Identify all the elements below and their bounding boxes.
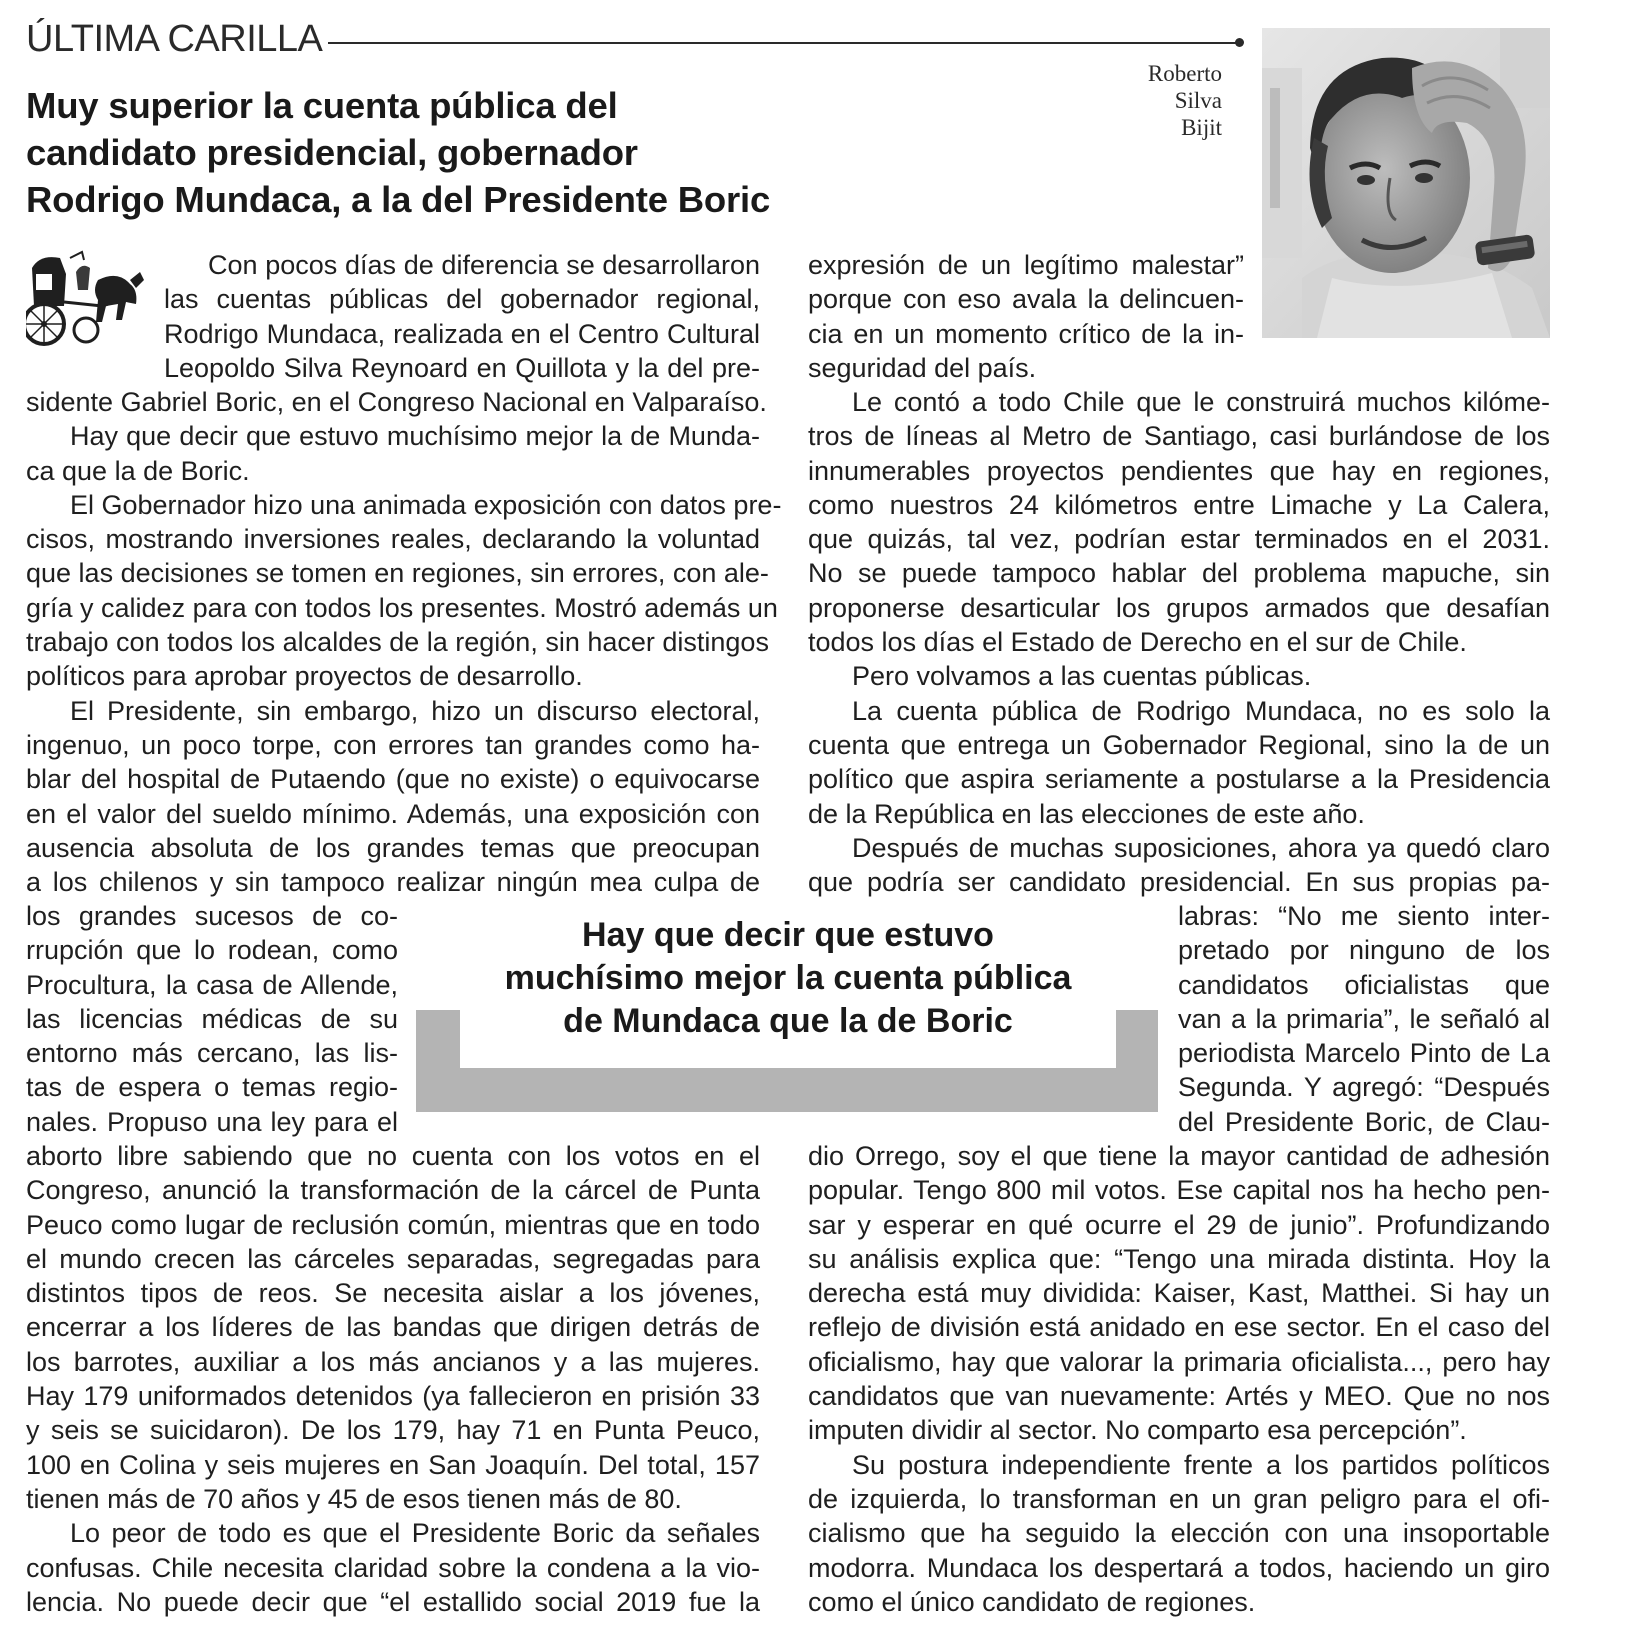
body-line: trabajo con todos los alcaldes de la región, sin hacer distingos (26, 627, 769, 658)
body-line: el mundo crecen las cárceles separadas, segregadas para (26, 1243, 760, 1274)
body-line: El Presidente, sin embargo, hizo un discurso electoral, (70, 695, 760, 726)
body-line: como el único candidato de regiones. (808, 1586, 1256, 1617)
body-line: político que aspira seriamente a postularse a la Presidencia (808, 764, 1550, 795)
body-line: periodista Marcelo Pinto de La (1178, 1038, 1550, 1069)
body-line: Procultura, la casa de Allende, (26, 969, 398, 1000)
body-line: Leopoldo Silva Reynoard en Quillota y la del pre- (164, 352, 760, 383)
body-line: porque con eso avala la delincuen- (808, 284, 1244, 315)
body-line: y seis se suicidaron). De los 179, hay 71 en Punta Peuco, (26, 1415, 760, 1446)
body-line: aborto libre sabiendo que no cuenta con los votos en el (26, 1141, 760, 1171)
pull-quote-line: Hay que decir que estuvo (582, 916, 994, 954)
body-line: pretado por ninguno de los (1178, 935, 1550, 966)
body-line: Pero volvamos a las cuentas públicas. (852, 661, 1312, 692)
body-line: candidatos que van nuevamente: Artés y MEO. Que no nos (808, 1381, 1550, 1412)
author-name-line: Silva (1174, 88, 1222, 113)
section-label: ÚLTIMA CARILLA (26, 18, 323, 60)
body-line: No se puede tampoco hablar del problema mapuche, sin (808, 558, 1550, 589)
body-line: en el valor del sueldo mínimo. Además, una exposición con (26, 798, 760, 829)
body-line: cisos, mostrando inversiones reales, declarando la voluntad (26, 524, 760, 555)
body-line: imputen dividir al sector. No comparto esa percepción”. (808, 1415, 1467, 1446)
body-line: modorra. Mundaca los despertará a todos, haciendo un giro (808, 1552, 1550, 1583)
carriage-illustration (26, 250, 150, 350)
body-line: Lo peor de todo es que el Presidente Boric da señales (70, 1518, 760, 1549)
body-line: las licencias médicas de su (26, 1003, 398, 1034)
body-line: gría y calidez para con todos los presentes. Mostró además un (26, 592, 778, 623)
body-line: los barrotes, auxiliar a los más ancianos y a las mujeres. (26, 1346, 760, 1377)
body-line: rrupción que lo rodean, como (26, 935, 398, 966)
article-column-right (808, 385, 1550, 899)
body-line: políticos para aprobar proyectos de desarrollo. (26, 661, 583, 692)
body-line: del Presidente Boric, de Clau- (1178, 1106, 1550, 1137)
body-line: labras: “No me siento inter- (1178, 901, 1550, 931)
body-line: blar del hospital de Putaendo (que no existe) o equivocarse (26, 764, 760, 795)
body-line: van a la primaria”, le señaló al (1178, 1003, 1550, 1034)
body-line: confusas. Chile necesita claridad sobre la condena a la vio- (26, 1552, 760, 1583)
body-line: candidatos oficialistas que (1178, 969, 1550, 1000)
body-line: Rodrigo Mundaca, realizada en el Centro Cultural (164, 318, 760, 349)
body-line: ausencia absoluta de los grandes temas que preocupan (26, 832, 760, 863)
body-line: popular. Tengo 800 mil votos. Ese capital nos ha hecho pen- (808, 1175, 1550, 1206)
body-line: que quizás, tal vez, podrían estar terminados en el 2031. (808, 524, 1550, 555)
body-line: oficialismo, hay que valorar la primaria oficialista..., pero hay (808, 1346, 1550, 1377)
body-line: a los chilenos y sin tampoco realizar ningún mea culpa de (26, 867, 760, 898)
body-line: 100 en Colina y seis mujeres en San Joaquín. Del total, 157 (26, 1449, 760, 1480)
body-line: El Gobernador hizo una animada exposición con datos pre- (70, 489, 782, 520)
body-line: cia en un momento crítico de la in- (808, 318, 1244, 349)
body-line: seguridad del país. (808, 352, 1037, 383)
body-line: entorno más cercano, las lis- (26, 1038, 398, 1069)
body-line: Le contó a todo Chile que le construirá muchos kilóme- (852, 387, 1550, 417)
body-line: de izquierda, lo transforman en un gran peligro para el ofi- (808, 1483, 1550, 1514)
body-line: innumerables proyectos pendientes que hay en regiones, (808, 455, 1550, 486)
body-line: sar y esperar en qué ocurre el 29 de junio”. Profundizando (808, 1209, 1550, 1240)
body-line: Segunda. Y agregó: “Después (1178, 1072, 1550, 1103)
body-line: La cuenta pública de Rodrigo Mundaca, no es solo la (852, 695, 1550, 726)
pull-quote-line: de Mundaca que la de Boric (563, 1002, 1013, 1040)
article-column-left (164, 248, 760, 385)
body-line: Con pocos días de diferencia se desarrollaron (208, 250, 760, 280)
body-line: distintos tipos de reos. Se necesita aislar a los jóvenes, (26, 1278, 760, 1309)
body-line: todos los días el Estado de Derecho en el sur de Chile. (808, 627, 1467, 658)
body-line: dio Orrego, soy el que tiene la mayor cantidad de adhesión (808, 1141, 1550, 1171)
body-line: los grandes sucesos de co- (26, 901, 398, 931)
body-line: ca que la de Boric. (26, 455, 250, 486)
article-column-left-lower (26, 1139, 760, 1619)
body-line: lencia. No puede decir que “el estallido social 2019 fue la (26, 1586, 760, 1617)
body-line: expresión de un legítimo malestar” (808, 250, 1244, 280)
headline-line: Rodrigo Mundaca, a la del Presidente Boric (26, 179, 771, 220)
body-line: ingenuo, un poco torpe, con errores tan grandes como ha- (26, 729, 760, 760)
body-line: nales. Propuso una ley para el (26, 1106, 398, 1137)
section-header (26, 18, 1240, 70)
body-line: su análisis explica que: “Tengo una mirada distinta. Hoy la (808, 1243, 1550, 1274)
body-line: reflejo de división está anidado en ese sector. En el caso del (808, 1312, 1550, 1343)
body-line: tienen más de 70 años y 45 de esos tienen más de 80. (26, 1483, 682, 1514)
body-line: tros de líneas al Metro de Santiago, casi burlándose de los (808, 421, 1550, 452)
body-line: de la República en las elecciones de este año. (808, 798, 1365, 829)
article-column-left-narrow (26, 899, 398, 1139)
headline-line: Muy superior la cuenta pública del (26, 85, 618, 126)
body-line: Hay que decir que estuvo muchísimo mejor la de Munda- (70, 421, 760, 452)
article-headline (26, 82, 806, 223)
body-line: cialismo que ha seguido la elección con una insoportable (808, 1518, 1550, 1549)
author-name-line: Bijit (1181, 115, 1222, 140)
pull-quote (460, 914, 1116, 1043)
author-byline (1100, 60, 1222, 141)
body-line: tas de espera o temas regio- (26, 1072, 398, 1103)
body-line: las cuentas públicas del gobernador regional, (164, 284, 760, 315)
article-column-left-main (26, 385, 782, 899)
headline-line: candidato presidencial, gobernador (26, 132, 638, 173)
body-line: Hay 179 uniformados detenidos (ya fallecieron en prisión 33 (26, 1381, 760, 1412)
body-line: Congreso, anunció la transformación de la cárcel de Punta (26, 1175, 760, 1206)
section-rule-dot (1235, 38, 1244, 47)
body-line: Peuco como lugar de reclusión común, mientras que en todo (26, 1209, 760, 1240)
body-line: cuenta que entrega un Gobernador Regional, sino la de un (808, 729, 1550, 760)
pull-quote-line: muchísimo mejor la cuenta pública (504, 959, 1072, 997)
section-rule (328, 42, 1238, 44)
body-line: derecha está muy dividida: Kaiser, Kast, Matthei. Si hay un (808, 1278, 1550, 1309)
body-line: que las decisiones se tomen en regiones, sin errores, con ale- (26, 558, 769, 589)
body-line: como nuestros 24 kilómetros entre Limache y La Calera, (808, 489, 1550, 520)
body-line: encerrar a los líderes de las bandas que dirigen detrás de (26, 1312, 760, 1343)
author-photo (1262, 28, 1550, 338)
body-line: Su postura independiente frente a los partidos políticos (852, 1449, 1550, 1480)
article-column-right-narrow (1178, 899, 1550, 1139)
author-name-line: Roberto (1147, 61, 1222, 86)
article-column-right-lower (808, 1139, 1550, 1619)
article-column-right-top (808, 248, 1244, 385)
body-line: sidente Gabriel Boric, en el Congreso Nacional en Valparaíso. (26, 387, 767, 417)
body-line: proponerse desarticular los grupos armados que desafían (808, 592, 1550, 623)
body-line: que podría ser candidato presidencial. En sus propias pa- (808, 867, 1550, 898)
body-line: Después de muchas suposiciones, ahora ya quedó claro (852, 832, 1550, 863)
